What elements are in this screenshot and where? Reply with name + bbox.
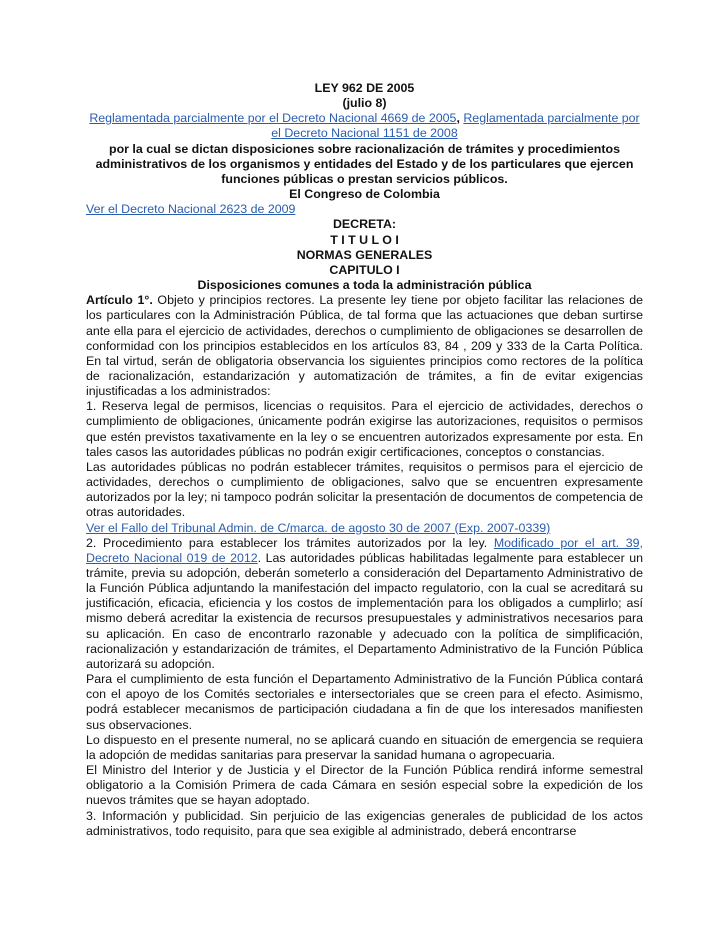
- regulation-links: [86, 111, 643, 141]
- fallo-line: [86, 521, 643, 536]
- titulo-heading: T I T U L O I: [330, 232, 399, 247]
- document-page: [86, 81, 643, 839]
- capitulo-title: Disposiciones comunes a toda la administración pública: [197, 278, 532, 293]
- article-1-label: Artículo 1°.: [86, 293, 153, 308]
- article-1-paragraph: [86, 293, 643, 399]
- congress-line: El Congreso de Colombia: [289, 187, 440, 202]
- fallo-tribunal-link[interactable]: Ver el Fallo del Tribunal Admin. de C/marca. de agosto 30 de 2007 (Exp. 2007-0339): [86, 520, 551, 535]
- procedimiento-start: 2. Procedimiento para establecer los trámites autorizados por la ley.: [86, 535, 494, 550]
- paragraph-autoridades: Las autoridades públicas no podrán establecer trámites, requisitos o permisos para el ejercicio de actividades, derechos o cumplimiento de obligaciones, salvo que se encuentren expresamente autorizados por la ley; ni tampoco podrán solicitar la presentación de documentos de competencia de otras autoridades.: [86, 459, 643, 520]
- law-title: LEY 962 DE 2005: [314, 81, 415, 95]
- regulated-decree-1151-link[interactable]: Reglamentada parcialmente por el Decreto Nacional 1151 de 2008: [271, 111, 640, 141]
- regulated-decree-4669-link[interactable]: Reglamentada parcialmente por el Decreto Nacional 4669 de 2005: [89, 111, 457, 126]
- law-subtitle: por la cual se dictan disposiciones sobre racionalización de trámites y procedimientos administrativos de los organismos y entidades del Estado y de los particulares que ejercen funciones públicas o prestan servicios públicos.: [95, 141, 634, 186]
- procedimiento-rest: . Las autoridades públicas habilitadas legalmente para establecer un trámite, previa su adopción, deberán someterlo a consideración del Departamento Administrativo de la Función Pública adjuntando la manifestación del impacto regulatorio, con la cual se acreditará su justificación, eficacia, eficiencia y los costos de implementación para los obligados a cumplirlo; así mismo deberá acreditar la existencia de recursos presupuestales y administrativos necesarios para su aplicación. En caso de encontrarlo razonable y adecuado con la política de simplificación, racionalización y estandarización de trámites, el Departamento Administrativo de la Función Pública autorizará su adopción.: [86, 550, 643, 671]
- capitulo-heading: CAPITULO I: [329, 262, 400, 277]
- comma: ,: [456, 111, 460, 126]
- paragraph-cumplimiento: Para el cumplimiento de esta función el Departamento Administrativo de la Función Pública contará con el apoyo de los Comités sectoriales e intersectoriales que se creen para el efecto. Asimismo, podrá establecer mecanismos de participación ciudadana a fin de que los interesados manifiesten sus observaciones.: [86, 672, 643, 732]
- see-decree-2623-link[interactable]: Ver el Decreto Nacional 2623 de 2009: [86, 202, 296, 217]
- see-decree-line: [86, 202, 643, 217]
- paragraph-informacion: 3. Información y publicidad. Sin perjuicio de las exigencias generales de publicidad de los actos administrativos, todo requisito, para que sea exigible al administrado, deberá encontrarse: [86, 808, 643, 838]
- article-1-text: Objeto y principios rectores. La presente ley tiene por objeto facilitar las relaciones de los particulares con la Administración Pública, de tal forma que las actuaciones que deban surtirse ante ella para el ejercicio de actividades, derechos o cumplimiento de obligaciones se desarrollen de conformidad con los principios establecidos en los artículos 83, 84 , 209 y 333 de la Carta Política. En tal virtud, serán de obligatoria observancia los siguientes principios como rectores de la política de racionalización, estandarización y automatización de trámites, a fin de evitar exigencias injustificadas a los administrados:: [86, 293, 643, 399]
- paragraph-ministro: El Ministro del Interior y de Justicia y el Director de la Función Pública rendirá informe semestral obligatorio a la Comisión Primera de cada Cámara en sesión especial sobre la expedición de los nuevos trámites que se hayan adoptado.: [86, 763, 643, 808]
- decreta-heading: DECRETA:: [332, 217, 397, 232]
- law-date: (julio 8): [342, 96, 387, 111]
- paragraph-reserva-legal: 1. Reserva legal de permisos, licencias o requisitos. Para el ejercicio de actividades, derechos o cumplimiento de obligaciones, únicamente podrán exigirse las autorizaciones, requisitos o permisos que estén previstos taxativamente en la ley o se encuentren autorizados expresamente por esta. En tales casos las autoridades públicas no podrán exigir certificaciones, conceptos o constancias.: [86, 399, 643, 459]
- normas-heading: NORMAS GENERALES: [296, 247, 433, 262]
- paragraph-emergencia: Lo dispuesto en el presente numeral, no se aplicará cuando en situación de emergencia se requiera la adopción de medidas sanitarias para preservar la sanidad humana o agropecuaria.: [86, 732, 643, 762]
- paragraph-procedimiento: [86, 536, 643, 672]
- modified-decree-019-link[interactable]: Modificado por el art. 39, Decreto Nacional 019 de 2012: [86, 535, 643, 565]
